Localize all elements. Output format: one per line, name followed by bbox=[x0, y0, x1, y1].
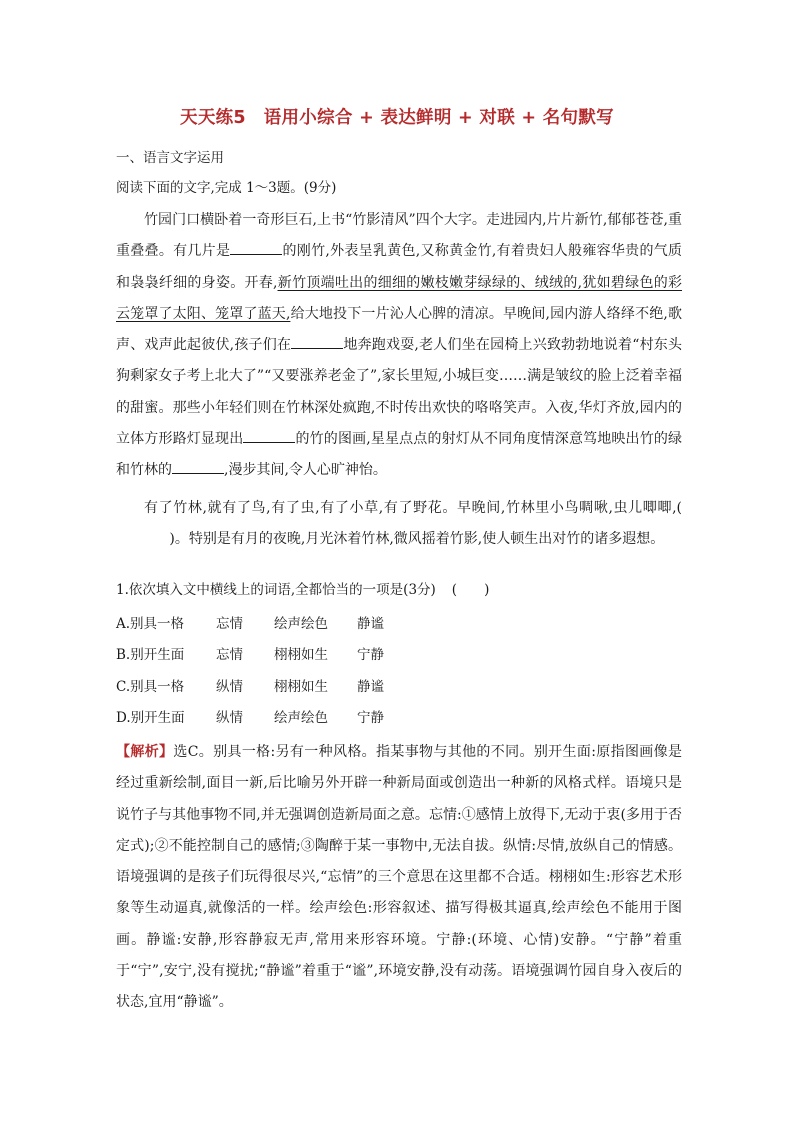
section-heading: 一、语言文字运用 bbox=[116, 150, 224, 166]
passage-paragraph-2: 有了竹林,就有了鸟,有了虫,有了小草,有了野花。早晚间,竹林里小鸟啁啾,虫儿唧唧,( )。特别是有月的夜晚,月光沐着竹林,微风摇着竹影,使人顿生出对竹的诸多遐想。 bbox=[116, 493, 682, 556]
page-title: 天天练5 语用小综合 + 表达鲜明 + 对联 + 名句默写 bbox=[180, 108, 614, 128]
analysis-text: 选C。别具一格:另有一种风格。指某事物与其他的不同。别开生面:原指图画像是经过重新绘制,面目一新,后比喻另外开辟一种新局面或创造出一种新的风格式样。语境只是说竹子与其他事物不同,并无强调创造新局面之意。忘情:①感情上放得下,无动于衷(多用于否定式);②不能控制自己的感情;③陶醉于某一事物中,无法自拔。纵情:尽情,放纵自己的情感。语境强调的是孩子们玩得很尽兴,“忘情”的三个意思在这里都不合适。栩栩如生:形容艺术形象等生动逼真,就像活的一样。绘声绘色:形容叙述、描写得极其逼真,绘声绘色不能用于图画。静谧:安静,形容静寂无声,常用来形容环境。宁静:(环境、心情)安静。“宁静”着重于“宁”,安宁,没有搅扰;“静谧”着重于“谧”,环境安静,没有动荡。语境强调竹园自身入夜后的状态,宜用“静谧”。 bbox=[116, 744, 682, 1011]
fill-blank-3 bbox=[243, 428, 295, 443]
fill-blank-2 bbox=[291, 334, 343, 349]
fill-blank-1 bbox=[230, 240, 282, 255]
analysis-tag: 【解析】 bbox=[116, 744, 174, 760]
answer-analysis bbox=[116, 737, 682, 1019]
fill-blank-4 bbox=[172, 459, 224, 474]
document-page: 天天练5 语用小综合 + 表达鲜明 + 对联 + 名句默写 一、语言文字运用 阅读下面的文字,完成 1～3题。(9分) 竹园门口横卧着一奇形巨石,上书“竹影清风”四个大字。走进园内,片片新竹,郁郁苍苍,重重叠叠。有几片是 的刚竹,外表呈乳黄色,又称黄金竹,有着贵妇人般雍容华贵的气质和袅袅纤细的身姿。开春,新竹顶端吐出的细细的嫩枝嫩芽绿绿的、绒绒的,犹如碧绿色的彩云笼罩了太阳、笼罩了蓝天,给大地投下一片沁人心脾的清凉。早晚间,园内游人络绎不绝,歌声、戏声此起彼伏,孩子们在 地奔跑戏耍,老人们坐在园椅上兴致勃勃地说着“村东头狗剩家女子考上北大了”“又要涨养老金了”,家长里短,小城巨变……满是皱纹的脸上泛着幸福的甜蜜。那些小年轻们则在竹林深处疯跑,不时传出欢快的咯咯笑声。入夜,华灯齐放,园内的立体方形路灯显现出 的竹的图画,星星点点的射灯从不同角度情深意笃地映出竹的绿和竹林的 ,漫步其间,令人心旷神怡。 有了竹林,就有了鸟,有了虫,有了小草,有了野花。早晚间,竹林里小鸟啁啾,虫儿唧唧,( )。特别是有月的夜晚,月光沐着竹林,微风摇着竹影,使人顿生出对竹的诸多遐想。 1.依次填入文中横线上的词语,全都恰当的一项是(3分) ( ) A.别具一格 忘情 绘声绘色 静谧 B.别开生面 忘情 栩栩如生 宁静 C.别具一格 纵情 栩栩如生 静谧 D.别开生面 纵情 绘声绘色 宁静 【解析】选C。别具一格:另有一种风格。指某事物与其他的不同。别开生面:原指图画像是经过重新绘制,面目一新,后比喻另外开辟一种新局面或创造出一种新的风格式样。语境只是说竹子与其他事物不同,并无强调创造新局面之意。忘情:①感情上放得下,无动于衷(多用于否定式);②不能控制自己的感情;③陶醉于某一事物中,无法自拔。纵情:尽情,放纵自己的情感。语境强调的是孩子们玩得很尽兴,“忘情”的三个意思在这里都不合适。栩栩如生:形容艺术形象等生动逼真,就像活的一样。绘声绘色:形容叙述、描写得极其逼真,绘声绘色不能用于图画。静谧:安静,形容静寂无声,常用来形容环境。宁静:(环境、心情)安静。“宁静”着重于“宁”,安宁,没有搅扰;“静谧”着重于“谧”,环境安静,没有动荡。语境强调竹园自身入夜后的状态,宜用“静谧”。 bbox=[0, 0, 794, 1123]
question-text: 1.依次填入文中横线上的词语,全都恰当的一项是(3分) bbox=[116, 582, 436, 598]
question-1 bbox=[116, 578, 489, 598]
answer-paren: ( ) bbox=[451, 582, 490, 598]
reading-passage bbox=[116, 205, 682, 555]
passage-paragraph-1: 竹园门口横卧着一奇形巨石,上书“竹影清风”四个大字。走进园内,片片新竹,郁郁苍苍,重重叠叠。有几片是 的刚竹,外表呈乳黄色,又称黄金竹,有着贵妇人般雍容华贵的气质和袅袅纤细的身姿。开春,新竹顶端吐出的细细的嫩枝嫩芽绿绿的、绒绒的,犹如碧绿色的彩云笼罩了太阳、笼罩了蓝天,给大地投下一片沁人心脾的清凉。早晚间,园内游人络绎不绝,歌声、戏声此起彼伏,孩子们在 地奔跑戏耍,老人们坐在园椅上兴致勃勃地说着“村东头狗剩家女子考上北大了”“又要涨养老金了”,家长里短,小城巨变……满是皱纹的脸上泛着幸福的甜蜜。那些小年轻们则在竹林深处疯跑,不时传出欢快的咯咯笑声。入夜,华灯齐放,园内的立体方形路灯显现出 的竹的图画,星星点点的射灯从不同角度情深意笃地映出竹的绿和竹林的 ,漫步其间,令人心旷神怡。 bbox=[116, 212, 683, 479]
reading-instruction: 阅读下面的文字,完成 1～3题。(9分) bbox=[116, 180, 337, 196]
fill-paren-blank bbox=[116, 531, 169, 547]
underlined-sentence: 新竹顶端吐出的细细的嫩枝嫩芽绿绿的、绒绒的,犹如碧绿色的彩云笼罩了太阳、笼罩了蓝天, bbox=[116, 274, 683, 322]
